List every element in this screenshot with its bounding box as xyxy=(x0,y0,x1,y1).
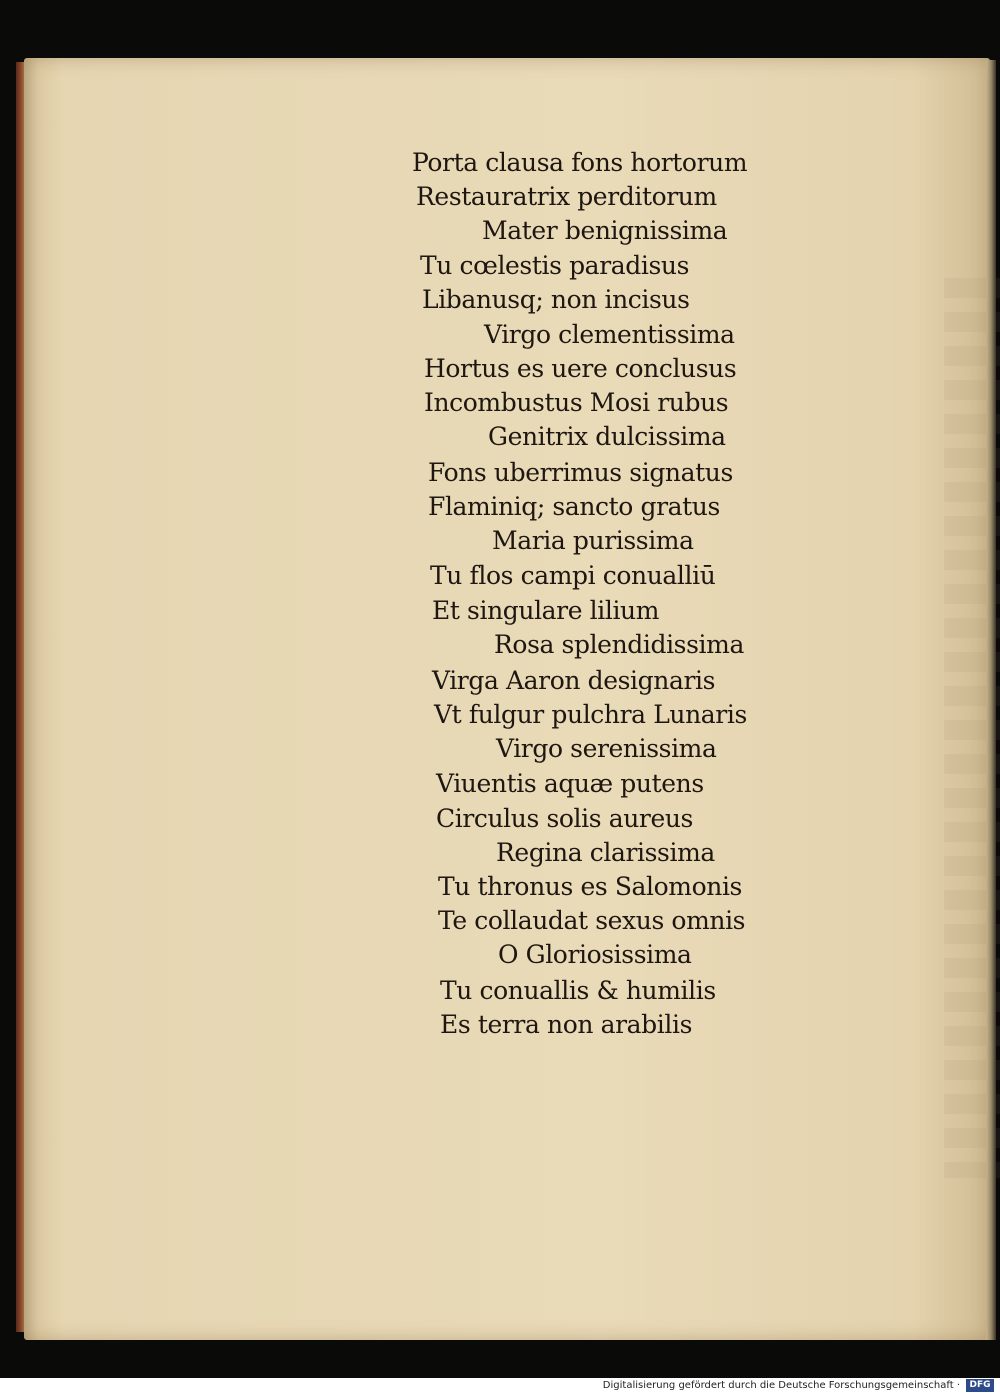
digitization-footer xyxy=(602,1378,1000,1396)
poem-line: Maria purissima xyxy=(492,526,694,555)
poem-line: Hortus es uere conclusus xyxy=(424,354,737,383)
poem-line: Tu thronus es Salomonis xyxy=(438,872,742,901)
poem-line: Et singulare lilium xyxy=(432,596,660,625)
poem-line: Tu conuallis & humilis xyxy=(440,976,716,1005)
poem-line: Fons uberrimus signatus xyxy=(428,458,733,487)
funding-credit: Digitalisierung gefördert durch die Deutsche Forschungsgemeinschaft · xyxy=(602,1380,960,1391)
poem-line: Flaminiq; sancto gratus xyxy=(428,492,720,521)
poem-line: Virga Aaron designaris xyxy=(432,666,716,695)
poem-line: Genitrix dulcissima xyxy=(488,422,726,451)
dfg-logo: DFG xyxy=(966,1379,994,1392)
page-fore-edge xyxy=(986,60,996,1340)
poem-line: Incombustus Mosi rubus xyxy=(424,388,729,417)
poem-line: Restauratrix perditorum xyxy=(416,182,717,211)
poem-line: Tu cœlestis paradisus xyxy=(420,251,690,280)
poem-line: Te collaudat sexus omnis xyxy=(438,906,746,935)
poem-line: Virgo serenissima xyxy=(496,734,717,763)
poem-line: Tu flos campi conualliū xyxy=(430,561,716,590)
poem-line: Regina clarissima xyxy=(496,838,715,867)
poem-line: Es terra non arabilis xyxy=(440,1010,693,1039)
poem-line: Vt fulgur pulchra Lunaris xyxy=(434,700,747,729)
poem-line: Virgo clementissima xyxy=(484,320,735,349)
poem-line: Rosa splendidissima xyxy=(494,630,744,659)
poem-line: Porta clausa fons hortorum xyxy=(412,148,748,177)
poem-line: O Gloriosissima xyxy=(498,940,692,969)
poem-line: Mater benignissima xyxy=(482,216,728,245)
poem-line: Viuentis aquæ putens xyxy=(436,769,704,798)
poem-line: Circulus solis aureus xyxy=(436,804,693,833)
poem-line: Libanusq; non incisus xyxy=(422,285,690,314)
